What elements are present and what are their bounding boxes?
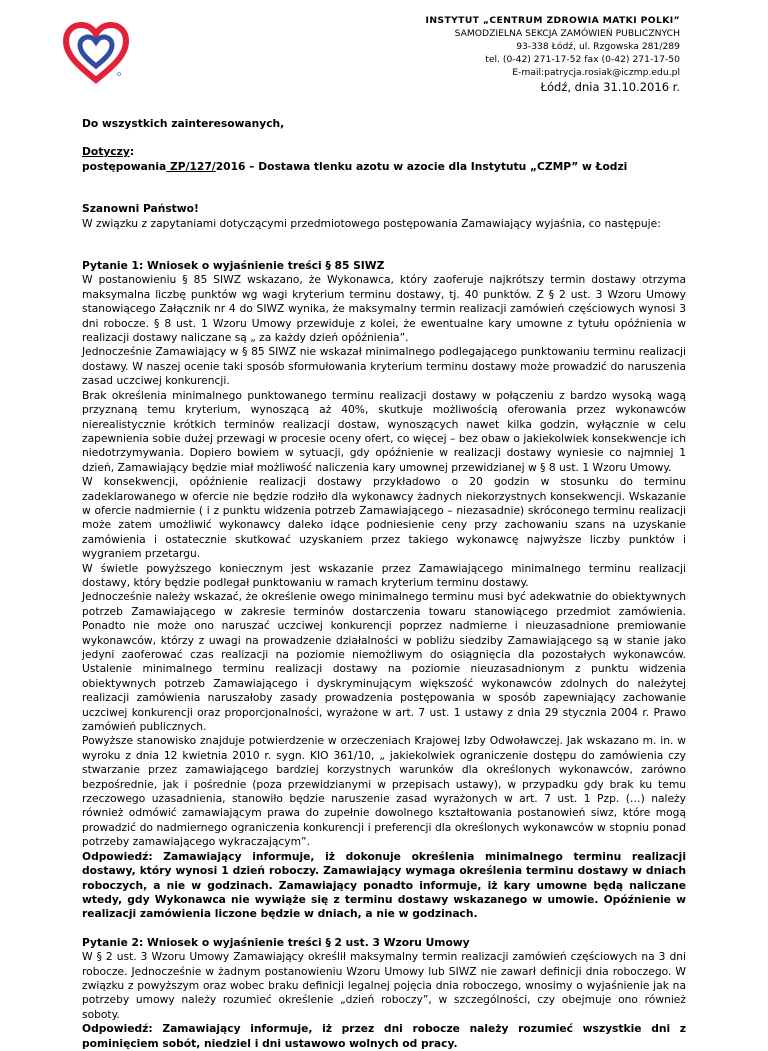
intro: W związku z zapytaniami dotyczącymi przedmiotowego postępowania Zamawiający wyjaśnia, co następuje: bbox=[82, 216, 661, 230]
institute-logo bbox=[62, 22, 130, 84]
q1-paragraph: W świetle powyższego koniecznym jest wskazanie przez Zamawiającego minimalnego terminu realizacji dostawy, który będzie podlegał punktowaniu w ramach kryterium terminu dostawy. bbox=[82, 561, 686, 589]
subject-line bbox=[82, 160, 686, 174]
letterhead bbox=[426, 14, 680, 94]
q1-paragraph: Jednocześnie Zamawiający w § 85 SIWZ nie wskazał minimalnego podlegającego punktowaniu terminu realizacji dostawy. W naszej ocenie taki sposób sformułowania kryterium terminu dostawy może prowadzić do naruszenia zasad uczciwej konkurencji. bbox=[82, 345, 686, 388]
q1-paragraph: Powyższe stanowisko znajduje potwierdzenie w orzeczeniach Krajowej Izby Odwoławczej. Jak wskazano m. in. w wyroku z dnia 12 kwietnia 2010 r. sygn. KIO 361/10, „ jakiekolwiek ograniczenie dostępu do zamówienia czy stwarzanie przez zamawiającego bardziej korzystnych warunków dla określonych wykonawców, zarówno bezpośrednie, jak i pośrednie (poza przewidzianymi w przepisach ustawy), w przypadku gdy brak ku temu rzeczowego uzasadnienia, stanowiło będzie naruszenie zasad wyrażonych w art. 7 ust. 1 Pzp. (…) należy również odmówić zamawiającym prawa do zupełnie dowolnego kształtowania postanowień siwz, które mogą prowadzić do nadmiernego ograniczenia konkurencji i preferencji dla określonych wykonawców w stopniu ponad potrzeby zamawiającego wykraczającym”. bbox=[82, 734, 686, 849]
answer-2: Odpowiedź: Zamawiający informuje, iż przez dni robocze należy rozumieć wszystkie dni z pominięciem sobót, niedziel i dni ustawowo wolnych od pracy. bbox=[82, 1022, 686, 1050]
subject-colon: : bbox=[129, 145, 135, 159]
heart-logo-icon bbox=[62, 22, 130, 84]
addressee: Do wszystkich zainteresowanych, bbox=[82, 117, 285, 130]
address: 93-338 Łódź, ul. Rzgowska 281/289 bbox=[516, 41, 680, 52]
subject-label bbox=[82, 145, 686, 159]
letter-date: Łódź, dnia 31.10.2016 r. bbox=[540, 80, 680, 94]
subject-prefix: postępowania bbox=[82, 159, 167, 173]
greeting: Szanowni Państwo! bbox=[82, 202, 199, 216]
q1-paragraph: Brak określenia minimalnego punktowanego terminu realizacji dostawy w połączeniu z bardzo wysoką wagą przyznaną temu kryterium, wynoszącą aż 40%, skutkuje możliwością oferowania przez wykonawców nierealistycznie krótkich terminów realizacji dostaw, wynoszących nawet kilka godzin, wyłącznie w celu zapewnienia sobie dużej przewagi w procesie oceny ofert, co więcej – bez obaw o jakiekolwiek konsekwencje ich niedotrzymywania. Dopiero bowiem w sytuacji, gdy opóźnienie w realizacji dostawy wyniesie co najmniej 1 dzień, Zamawiający będzie miał możliwość naliczenia kary umownej przewidzianej w § 8 ust. 1 Wzoru Umowy. bbox=[82, 388, 686, 474]
answer-1: Odpowiedź: Zamawiający informuje, iż dokonuje określenia minimalnego terminu realizacji dostawy, który wynosi 1 dzień roboczy. Zamawiający wymaga określenia terminu dostawy w dniach roboczych, a nie w godzinach. Zamawiający ponadto informuje, iż kary umowne będą naliczane wtedy, gdy Wykonawca nie wywiąże się z terminu dostawy wskazanego w umowie. Opóźnienie w realizacji zamówienia liczone będzie w dniach, a nie w godzinach. bbox=[82, 849, 686, 921]
subject-rest: 2016 – Dostawa tlenku azotu w azocie dla Instytutu „CZMP” w Łodzi bbox=[215, 159, 628, 173]
phone-fax: tel. (0-42) 271-17-52 fax (0-42) 271-17-50 bbox=[485, 54, 680, 65]
q2-paragraph: W § 2 ust. 3 Wzoru Umowy Zamawiający określił maksymalny termin realizacji zamówień częściowych na 3 dni robocze. Jednocześnie w żadnym postanowieniu Wzoru Umowy lub SIWZ nie zawarł definicji dnia roboczego. W związku z powyższym oraz wobec braku definicji legalnej pojęcia dnia roboczego, wnosimy o wyjaśnienie jak na potrzeby umowy należy rozumieć określenie „dzień roboczy”, w szczególności, czy obejmuje ono również soboty. bbox=[82, 950, 686, 1021]
question-2-title: Pytanie 2: Wniosek o wyjaśnienie treści § 2 ust. 3 Wzoru Umowy bbox=[82, 935, 470, 949]
email-address[interactable]: E-mail:patrycja.rosiak@iczmp.edu.pl bbox=[512, 67, 680, 78]
subject-label-text: Dotyczy bbox=[82, 145, 130, 159]
q1-paragraph: W konsekwencji, opóźnienie realizacji dostawy przykładowo o 20 godzin w stosunku do terminu zadeklarowanego w ofercie nie będzie rodziło dla wykonawcy żadnych niekorzystnych konsekwencji. Wskazanie w ofercie nadmiernie ( i z punktu widzenia potrzeb Zamawiającego – niezasadnie) skróconego terminu realizacji może zatem umożliwić wykonawcy daleko idące podniesienie ceny przy zachowaniu szans na uzyskanie zamówienia i ostatecznie skutkować uzyskaniem przez takiego wykonawcę najwyższe liczby punktów i wygraniem przetargu. bbox=[82, 475, 686, 561]
q1-paragraph: Jednocześnie należy wskazać, że określenie owego minimalnego terminu musi być adekwatnie do obiektywnych potrzeb Zamawiającego w zakresie terminów dostarczenia towaru stanowiącego przedmiot zamówienia. Ponadto nie może ono naruszać uczciwej konkurencji poprzez nadmierne i nieuzasadnione premiowanie wykonawców, którzy z uwagi na prowadzenie działalności w pobliżu siedziby Zamawiającego są w stanie jako jedyni zaoferować czas realizacji na poziomie niemożliwym do osiągnięcia dla pozostałych wykonawców. Ustalenie minimalnego terminu realizacji dostawy na poziomie nieuzasadnionym z punktu widzenia obiektywnych potrzeb Zamawiającego i dyskryminującym większość wykonawców zdolnych do należytej realizacji zamówienia naruszałoby zasady prowadzenia postępowania w sposób zapewniający zachowanie uczciwej konkurencji oraz proporcjonalności, wyrażone w art. 7 ust. 1 ustawy z dnia 29 stycznia 2004 r. Prawo zamówień publicznych. bbox=[82, 590, 686, 734]
q1-paragraph: W postanowieniu § 85 SIWZ wskazano, że Wykonawca, który zaoferuje najkrótszy termin dostawy otrzyma maksymalna liczbę punktów wg wagi kryterium terminu dostawy, tj. 40 punktów. Z § 2 ust. 3 Wzoru Umowy stanowiącego Załącznik nr 4 do SIWZ wynika, że maksymalny termin realizacji zamówień częściowych wynosi 3 dni robocze. § 8 ust. 1 Wzoru Umowy przewiduje z kolei, że ewentualne kary umowne z tytułu opóźnienia w realizacji dostawy naliczane są „ za każdy dzień opóźnienia”. bbox=[82, 273, 686, 345]
question-1-title: Pytanie 1: Wniosek o wyjaśnienie treści § 85 SIWZ bbox=[82, 259, 385, 273]
case-number: ZP/127/ bbox=[166, 159, 216, 173]
letter-body bbox=[82, 117, 686, 1051]
institution-name: INSTYTUT „CENTRUM ZDROWIA MATKI POLKI” bbox=[425, 15, 680, 26]
section-name: SAMODZIELNA SEKCJA ZAMÓWIEŃ PUBLICZNYCH bbox=[454, 28, 680, 39]
